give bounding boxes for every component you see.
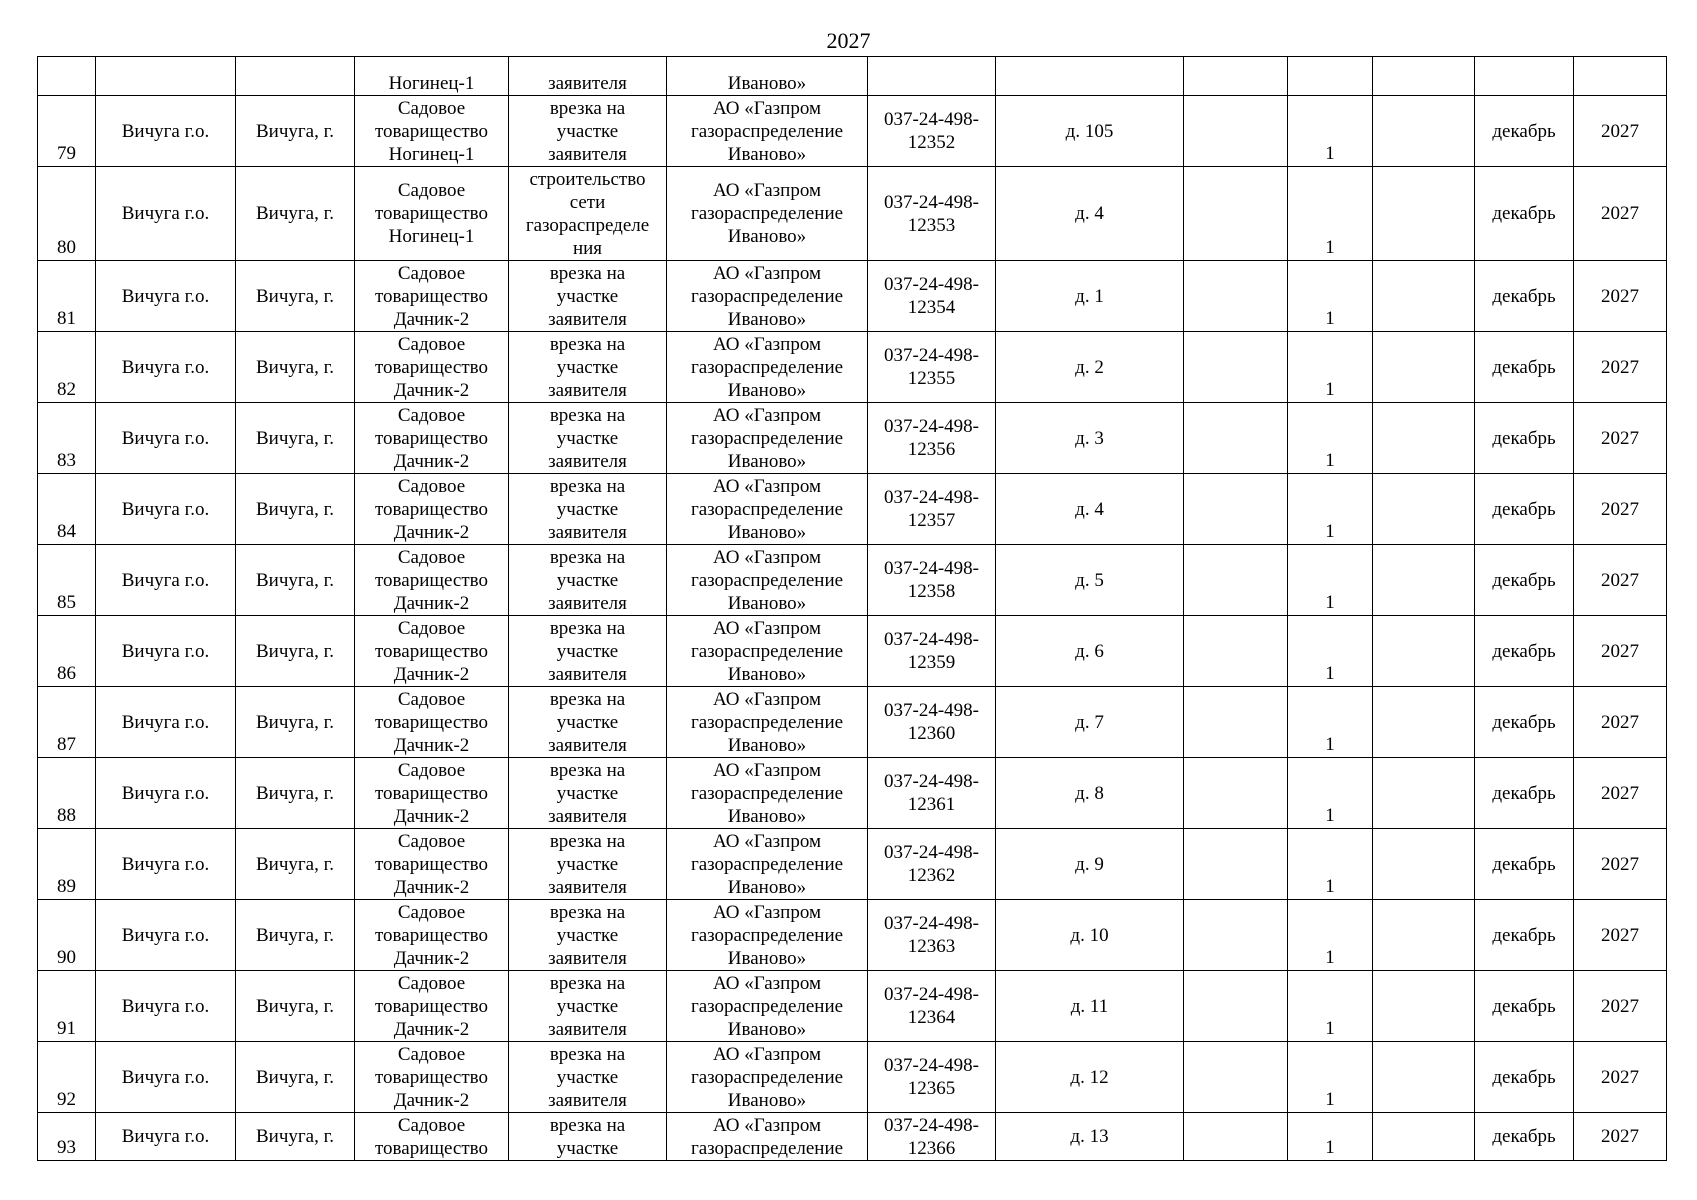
cell-empty-a bbox=[1184, 545, 1288, 616]
cell-work-type: врезка на участке заявителя bbox=[509, 616, 667, 687]
table-row bbox=[38, 167, 1667, 261]
cell-empty-b bbox=[1373, 261, 1475, 332]
cell-flag: 1 bbox=[1288, 474, 1373, 545]
table-row-continued bbox=[38, 57, 1667, 96]
cell-address: д. 8 bbox=[996, 758, 1184, 829]
cell-flag: 1 bbox=[1288, 96, 1373, 167]
cell-month: декабрь bbox=[1475, 900, 1574, 971]
cell-year: 2027 bbox=[1574, 900, 1667, 971]
cell-month: декабрь bbox=[1475, 332, 1574, 403]
cell-district: Вичуга г.о. bbox=[96, 687, 236, 758]
cell-year: 2027 bbox=[1574, 687, 1667, 758]
cell-empty-b bbox=[1373, 1113, 1475, 1161]
cell-empty-b bbox=[1373, 687, 1475, 758]
cell-flag: 1 bbox=[1288, 332, 1373, 403]
cell-empty-b bbox=[1373, 96, 1475, 167]
cell-district: Вичуга г.о. bbox=[96, 1113, 236, 1161]
cell-address: д. 12 bbox=[996, 1042, 1184, 1113]
cell-code: 037-24-498- 12359 bbox=[868, 616, 996, 687]
cell-work-type: врезка на участке заявителя bbox=[509, 1042, 667, 1113]
cell-address: д. 3 bbox=[996, 403, 1184, 474]
cell-object: Садовое товарищество Дачник-2 bbox=[355, 261, 509, 332]
cell-flag bbox=[1288, 57, 1373, 96]
cell-empty-a bbox=[1184, 971, 1288, 1042]
cell-district bbox=[96, 57, 236, 96]
cell-locality: Вичуга, г. bbox=[236, 758, 355, 829]
cell-num: 89 bbox=[38, 829, 96, 900]
page-header-year: 2027 bbox=[826, 28, 871, 53]
cell-empty-a bbox=[1184, 57, 1288, 96]
cell-work-type: врезка на участке заявителя bbox=[509, 687, 667, 758]
table-body bbox=[38, 57, 1667, 1161]
cell-flag: 1 bbox=[1288, 616, 1373, 687]
cell-code: 037-24-498- 12361 bbox=[868, 758, 996, 829]
cell-empty-a bbox=[1184, 1113, 1288, 1161]
table-row bbox=[38, 758, 1667, 829]
cell-code: 037-24-498- 12358 bbox=[868, 545, 996, 616]
cell-empty-a bbox=[1184, 900, 1288, 971]
cell-district: Вичуга г.о. bbox=[96, 261, 236, 332]
table-row bbox=[38, 616, 1667, 687]
cell-locality: Вичуга, г. bbox=[236, 332, 355, 403]
cell-work-type: врезка на участке заявителя bbox=[509, 332, 667, 403]
cell-organization: АО «Газпром газораспределение bbox=[667, 1113, 868, 1161]
cell-empty-a bbox=[1184, 616, 1288, 687]
cell-num: 90 bbox=[38, 900, 96, 971]
cell-object: Садовое товарищество Дачник-2 bbox=[355, 616, 509, 687]
cell-empty-b bbox=[1373, 971, 1475, 1042]
cell-code: 037-24-498- 12362 bbox=[868, 829, 996, 900]
cell-empty-b bbox=[1373, 167, 1475, 261]
cell-work-type: строительство сети газораспределе ния bbox=[509, 167, 667, 261]
cell-num: 92 bbox=[38, 1042, 96, 1113]
cell-month: декабрь bbox=[1475, 1042, 1574, 1113]
cell-year: 2027 bbox=[1574, 96, 1667, 167]
cell-work-type: врезка на участке заявителя bbox=[509, 403, 667, 474]
cell-empty-b bbox=[1373, 829, 1475, 900]
cell-empty-b bbox=[1373, 758, 1475, 829]
cell-organization: АО «Газпром газораспределение Иваново» bbox=[667, 616, 868, 687]
cell-empty-b bbox=[1373, 57, 1475, 96]
cell-object: Садовое товарищество Дачник-2 bbox=[355, 403, 509, 474]
table-row bbox=[38, 403, 1667, 474]
cell-organization: АО «Газпром газораспределение Иваново» bbox=[667, 261, 868, 332]
cell-district: Вичуга г.о. bbox=[96, 758, 236, 829]
cell-flag: 1 bbox=[1288, 403, 1373, 474]
cell-month: декабрь bbox=[1475, 545, 1574, 616]
table-row bbox=[38, 829, 1667, 900]
cell-flag: 1 bbox=[1288, 971, 1373, 1042]
cell-organization: АО «Газпром газораспределение Иваново» bbox=[667, 332, 868, 403]
table-row bbox=[38, 545, 1667, 616]
cell-locality: Вичуга, г. bbox=[236, 474, 355, 545]
cell-empty-a bbox=[1184, 687, 1288, 758]
cell-year: 2027 bbox=[1574, 971, 1667, 1042]
cell-empty-a bbox=[1184, 261, 1288, 332]
cell-organization: АО «Газпром газораспределение Иваново» bbox=[667, 403, 868, 474]
cell-year: 2027 bbox=[1574, 616, 1667, 687]
cell-district: Вичуга г.о. bbox=[96, 829, 236, 900]
cell-locality: Вичуга, г. bbox=[236, 1042, 355, 1113]
cell-object: Садовое товарищество Дачник-2 bbox=[355, 758, 509, 829]
cell-object: Садовое товарищество Дачник-2 bbox=[355, 687, 509, 758]
cell-address: д. 11 bbox=[996, 971, 1184, 1042]
cell-code: 037-24-498- 12364 bbox=[868, 971, 996, 1042]
cell-object: Садовое товарищество Дачник-2 bbox=[355, 1042, 509, 1113]
cell-organization: АО «Газпром газораспределение Иваново» bbox=[667, 687, 868, 758]
cell-empty-b bbox=[1373, 474, 1475, 545]
cell-flag: 1 bbox=[1288, 1113, 1373, 1161]
cell-num: 84 bbox=[38, 474, 96, 545]
cell-empty-a bbox=[1184, 829, 1288, 900]
cell-address: д. 4 bbox=[996, 167, 1184, 261]
cell-year: 2027 bbox=[1574, 167, 1667, 261]
cell-num: 79 bbox=[38, 96, 96, 167]
cell-empty-a bbox=[1184, 96, 1288, 167]
cell-month: декабрь bbox=[1475, 167, 1574, 261]
cell-month: декабрь bbox=[1475, 971, 1574, 1042]
cell-locality: Вичуга, г. bbox=[236, 96, 355, 167]
cell-flag: 1 bbox=[1288, 545, 1373, 616]
cell-address: д. 1 bbox=[996, 261, 1184, 332]
cell-work-type: врезка на участке заявителя bbox=[509, 261, 667, 332]
cell-address: д. 2 bbox=[996, 332, 1184, 403]
table-row bbox=[38, 971, 1667, 1042]
cell-object: Садовое товарищество Дачник-2 bbox=[355, 332, 509, 403]
cell-address: д. 13 bbox=[996, 1113, 1184, 1161]
cell-object: Садовое товарищество Дачник-2 bbox=[355, 900, 509, 971]
cell-flag: 1 bbox=[1288, 900, 1373, 971]
cell-month: декабрь bbox=[1475, 403, 1574, 474]
cell-empty-b bbox=[1373, 616, 1475, 687]
cell-work-type: врезка на участке bbox=[509, 1113, 667, 1161]
cell-code bbox=[868, 57, 996, 96]
cell-district: Вичуга г.о. bbox=[96, 616, 236, 687]
cell-code: 037-24-498- 12357 bbox=[868, 474, 996, 545]
cell-year bbox=[1574, 57, 1667, 96]
cell-month: декабрь bbox=[1475, 616, 1574, 687]
cell-flag: 1 bbox=[1288, 758, 1373, 829]
cell-work-type: врезка на участке заявителя bbox=[509, 474, 667, 545]
cell-num: 87 bbox=[38, 687, 96, 758]
cell-organization: АО «Газпром газораспределение Иваново» bbox=[667, 900, 868, 971]
cell-address: д. 6 bbox=[996, 616, 1184, 687]
cell-locality bbox=[236, 57, 355, 96]
cell-locality: Вичуга, г. bbox=[236, 900, 355, 971]
cell-num: 85 bbox=[38, 545, 96, 616]
cell-district: Вичуга г.о. bbox=[96, 545, 236, 616]
cell-address: д. 4 bbox=[996, 474, 1184, 545]
cell-district: Вичуга г.о. bbox=[96, 96, 236, 167]
cell-empty-a bbox=[1184, 332, 1288, 403]
table-row bbox=[38, 332, 1667, 403]
cell-flag: 1 bbox=[1288, 687, 1373, 758]
cell-district: Вичуга г.о. bbox=[96, 971, 236, 1042]
cell-month: декабрь bbox=[1475, 96, 1574, 167]
cell-organization: АО «Газпром газораспределение Иваново» bbox=[667, 758, 868, 829]
cell-code: 037-24-498- 12353 bbox=[868, 167, 996, 261]
cell-organization: АО «Газпром газораспределение Иваново» bbox=[667, 474, 868, 545]
cell-code: 037-24-498- 12355 bbox=[868, 332, 996, 403]
cell-locality: Вичуга, г. bbox=[236, 971, 355, 1042]
cell-district: Вичуга г.о. bbox=[96, 332, 236, 403]
cell-empty-b bbox=[1373, 332, 1475, 403]
cell-object: Садовое товарищество Дачник-2 bbox=[355, 829, 509, 900]
cell-locality: Вичуга, г. bbox=[236, 687, 355, 758]
cell-work-type: врезка на участке заявителя bbox=[509, 900, 667, 971]
table-row bbox=[38, 474, 1667, 545]
cell-organization: АО «Газпром газораспределение Иваново» bbox=[667, 96, 868, 167]
cell-month: декабрь bbox=[1475, 1113, 1574, 1161]
cell-num: 88 bbox=[38, 758, 96, 829]
table-row bbox=[38, 900, 1667, 971]
cell-year: 2027 bbox=[1574, 261, 1667, 332]
cell-district: Вичуга г.о. bbox=[96, 474, 236, 545]
cell-object: Садовое товарищество Ногинец-1 bbox=[355, 96, 509, 167]
cell-empty-a bbox=[1184, 758, 1288, 829]
cell-work-type: врезка на участке заявителя bbox=[509, 829, 667, 900]
table-row bbox=[38, 687, 1667, 758]
cell-flag: 1 bbox=[1288, 829, 1373, 900]
cell-month: декабрь bbox=[1475, 474, 1574, 545]
cell-code: 037-24-498- 12360 bbox=[868, 687, 996, 758]
cell-work-type: заявителя bbox=[509, 57, 667, 96]
cell-num: 83 bbox=[38, 403, 96, 474]
cell-empty-b bbox=[1373, 545, 1475, 616]
cell-organization: АО «Газпром газораспределение Иваново» bbox=[667, 829, 868, 900]
cell-work-type: врезка на участке заявителя bbox=[509, 96, 667, 167]
cell-code: 037-24-498- 12366 bbox=[868, 1113, 996, 1161]
cell-num: 80 bbox=[38, 167, 96, 261]
cell-address: д. 5 bbox=[996, 545, 1184, 616]
cell-locality: Вичуга, г. bbox=[236, 167, 355, 261]
cell-organization: АО «Газпром газораспределение Иваново» bbox=[667, 971, 868, 1042]
table-row bbox=[38, 1113, 1667, 1161]
cell-code: 037-24-498- 12354 bbox=[868, 261, 996, 332]
cell-locality: Вичуга, г. bbox=[236, 616, 355, 687]
cell-num: 86 bbox=[38, 616, 96, 687]
cell-year: 2027 bbox=[1574, 1113, 1667, 1161]
cell-year: 2027 bbox=[1574, 474, 1667, 545]
cell-flag: 1 bbox=[1288, 1042, 1373, 1113]
cell-year: 2027 bbox=[1574, 1042, 1667, 1113]
cell-locality: Вичуга, г. bbox=[236, 261, 355, 332]
cell-flag: 1 bbox=[1288, 261, 1373, 332]
cell-address: д. 7 bbox=[996, 687, 1184, 758]
cell-code: 037-24-498- 12356 bbox=[868, 403, 996, 474]
cell-code: 037-24-498- 12352 bbox=[868, 96, 996, 167]
cell-object: Садовое товарищество bbox=[355, 1113, 509, 1161]
cell-locality: Вичуга, г. bbox=[236, 545, 355, 616]
cell-locality: Вичуга, г. bbox=[236, 1113, 355, 1161]
cell-district: Вичуга г.о. bbox=[96, 900, 236, 971]
cell-month: декабрь bbox=[1475, 829, 1574, 900]
cell-object: Садовое товарищество Дачник-2 bbox=[355, 545, 509, 616]
cell-year: 2027 bbox=[1574, 829, 1667, 900]
cell-num bbox=[38, 57, 96, 96]
cell-object: Садовое товарищество Дачник-2 bbox=[355, 971, 509, 1042]
cell-empty-b bbox=[1373, 900, 1475, 971]
cell-locality: Вичуга, г. bbox=[236, 403, 355, 474]
cell-flag: 1 bbox=[1288, 167, 1373, 261]
cell-empty-a bbox=[1184, 474, 1288, 545]
cell-code: 037-24-498- 12365 bbox=[868, 1042, 996, 1113]
cell-district: Вичуга г.о. bbox=[96, 167, 236, 261]
cell-object: Ногинец-1 bbox=[355, 57, 509, 96]
cell-month: декабрь bbox=[1475, 261, 1574, 332]
cell-num: 81 bbox=[38, 261, 96, 332]
cell-organization: АО «Газпром газораспределение Иваново» bbox=[667, 545, 868, 616]
cell-locality: Вичуга, г. bbox=[236, 829, 355, 900]
cell-num: 91 bbox=[38, 971, 96, 1042]
cell-district: Вичуга г.о. bbox=[96, 1042, 236, 1113]
cell-year: 2027 bbox=[1574, 758, 1667, 829]
cell-year: 2027 bbox=[1574, 545, 1667, 616]
cell-year: 2027 bbox=[1574, 332, 1667, 403]
cell-empty-b bbox=[1373, 403, 1475, 474]
gas-plan-table bbox=[37, 56, 1667, 1161]
cell-month bbox=[1475, 57, 1574, 96]
cell-work-type: врезка на участке заявителя bbox=[509, 971, 667, 1042]
cell-address: д. 9 bbox=[996, 829, 1184, 900]
cell-object: Садовое товарищество Ногинец-1 bbox=[355, 167, 509, 261]
cell-num: 93 bbox=[38, 1113, 96, 1161]
cell-empty-a bbox=[1184, 403, 1288, 474]
cell-code: 037-24-498- 12363 bbox=[868, 900, 996, 971]
cell-address: д. 105 bbox=[996, 96, 1184, 167]
cell-district: Вичуга г.о. bbox=[96, 403, 236, 474]
table-row bbox=[38, 261, 1667, 332]
cell-month: декабрь bbox=[1475, 758, 1574, 829]
cell-organization: АО «Газпром газораспределение Иваново» bbox=[667, 1042, 868, 1113]
cell-empty-a bbox=[1184, 1042, 1288, 1113]
cell-num: 82 bbox=[38, 332, 96, 403]
cell-address: д. 10 bbox=[996, 900, 1184, 971]
cell-month: декабрь bbox=[1475, 687, 1574, 758]
cell-empty-b bbox=[1373, 1042, 1475, 1113]
table-row bbox=[38, 1042, 1667, 1113]
cell-year: 2027 bbox=[1574, 403, 1667, 474]
cell-object: Садовое товарищество Дачник-2 bbox=[355, 474, 509, 545]
cell-work-type: врезка на участке заявителя bbox=[509, 545, 667, 616]
cell-work-type: врезка на участке заявителя bbox=[509, 758, 667, 829]
cell-organization: Иваново» bbox=[667, 57, 868, 96]
cell-empty-a bbox=[1184, 167, 1288, 261]
table-row bbox=[38, 96, 1667, 167]
cell-address bbox=[996, 57, 1184, 96]
cell-organization: АО «Газпром газораспределение Иваново» bbox=[667, 167, 868, 261]
